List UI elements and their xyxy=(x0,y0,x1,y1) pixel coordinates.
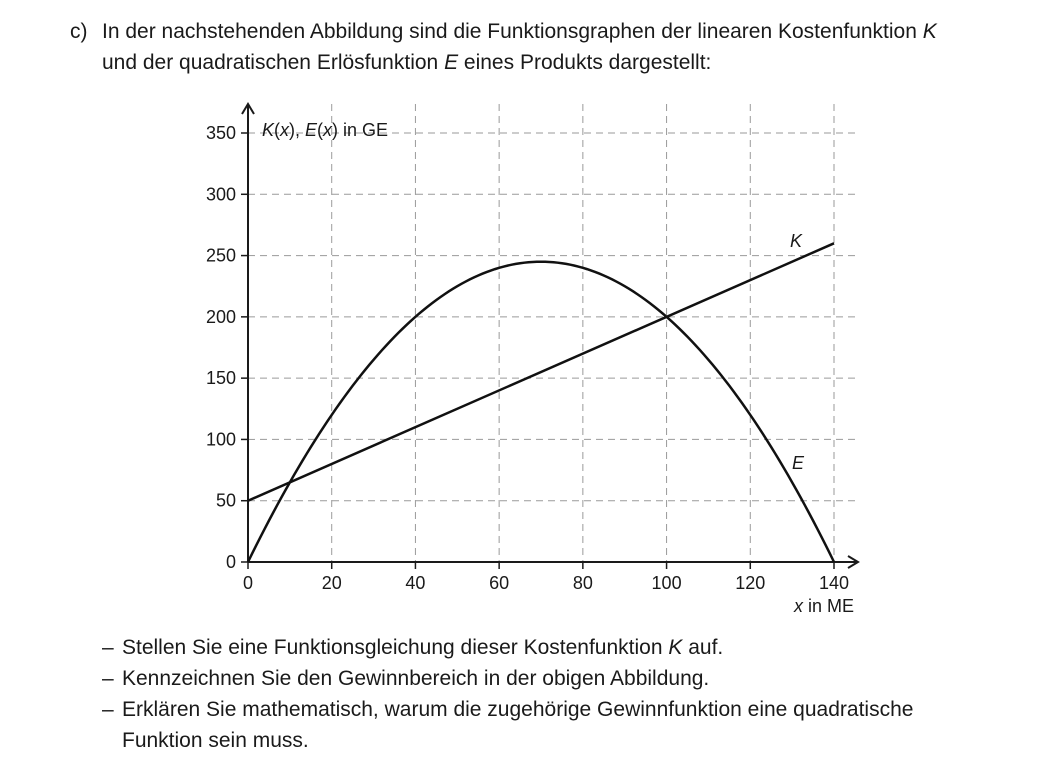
y-axis-label-part: ( xyxy=(317,120,324,140)
y-tick-label: 50 xyxy=(215,490,236,511)
task-line1-text: In der nachstehenden Abbildung sind die Funktionsgraphen der linearen Kostenfunktion xyxy=(102,20,923,43)
question-text: K xyxy=(668,636,683,659)
x-axis-label xyxy=(793,596,854,616)
x-tick-label: 20 xyxy=(321,573,342,593)
x-tick-label: 100 xyxy=(651,573,682,593)
y-tick-label: 0 xyxy=(225,552,236,572)
y-tick-label: 250 xyxy=(205,245,236,266)
y-axis-label-part: ) in GE xyxy=(332,120,389,140)
x-tick-label: 40 xyxy=(405,573,426,593)
series-label-k: K xyxy=(790,231,803,251)
question-text: Kennzeichnen Sie den Gewinnbereich in der obigen Abbildung. xyxy=(122,667,710,690)
question-item xyxy=(102,663,1002,694)
y-axis-label-part: x xyxy=(323,120,333,140)
task-var-e: E xyxy=(444,51,459,74)
y-axis-label-part: x xyxy=(280,120,290,140)
bullet-dash: – xyxy=(102,698,114,721)
y-tick-label: 100 xyxy=(205,429,236,450)
task-line2-text-end: eines Produkts dargestellt: xyxy=(458,51,712,74)
x-tick-label: 120 xyxy=(735,573,766,593)
x-tick-label: 80 xyxy=(572,573,593,593)
question-text: Erklären Sie mathematisch, warum die zugehörige Gewinnfunktion eine quadratische xyxy=(122,698,914,721)
question-item xyxy=(102,694,1002,756)
series-label-e: E xyxy=(792,453,805,473)
x-tick-label: 140 xyxy=(818,573,850,593)
y-tick-label: 200 xyxy=(205,306,236,327)
y-axis-label-part: K xyxy=(262,120,275,140)
y-tick-label: 150 xyxy=(205,368,236,389)
question-text: auf. xyxy=(682,636,724,659)
series-line-e xyxy=(248,262,834,562)
x-axis-label-part: in ME xyxy=(802,596,854,616)
y-axis-label-part: ), xyxy=(289,120,306,140)
question-list xyxy=(102,632,1002,756)
y-axis-label-part: ( xyxy=(274,120,281,140)
task-label: c) xyxy=(70,20,88,43)
x-tick-label: 60 xyxy=(489,573,510,593)
y-axis-label-part: E xyxy=(305,120,318,140)
task-line2-text: und der quadratischen Erlösfunktion xyxy=(102,51,445,74)
question-text-continuation: Funktion sein muss. xyxy=(122,729,309,752)
x-axis-label-part: x xyxy=(793,596,803,616)
question-text: Stellen Sie eine Funktionsgleichung dieser Kostenfunktion xyxy=(122,636,669,659)
y-axis-label xyxy=(262,120,388,140)
bullet-dash: – xyxy=(102,667,114,690)
series-line-k xyxy=(248,243,834,500)
question-item xyxy=(102,632,1002,663)
y-tick-label: 350 xyxy=(205,123,236,143)
y-tick-label: 300 xyxy=(205,184,236,205)
task-var-k: K xyxy=(922,20,937,43)
x-tick-label: 0 xyxy=(242,573,254,593)
bullet-dash: – xyxy=(102,636,114,659)
